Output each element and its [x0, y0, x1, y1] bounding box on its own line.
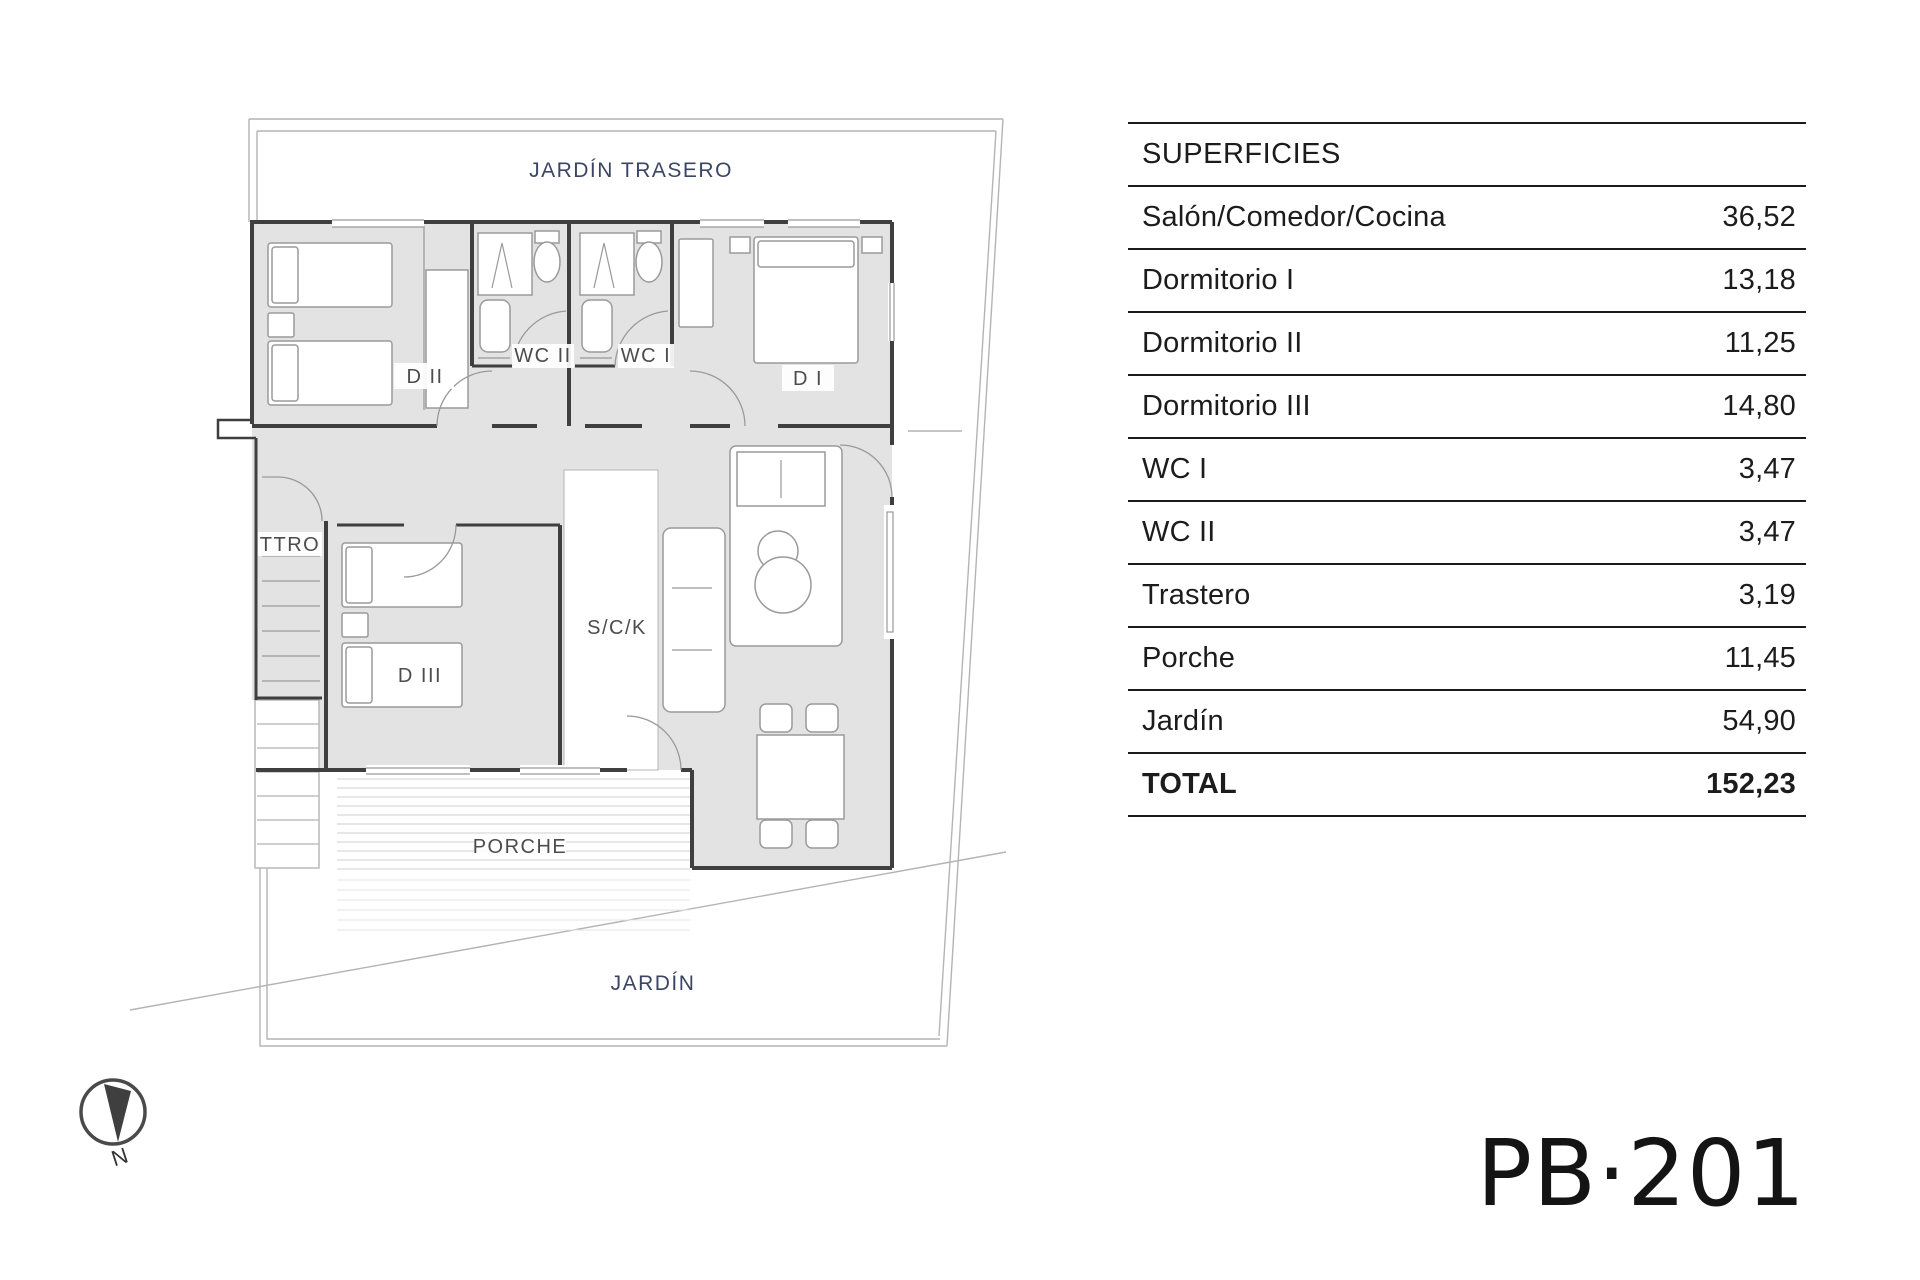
row-label: Salón/Comedor/Cocina — [1142, 201, 1446, 233]
table-row — [1128, 185, 1806, 248]
room-label-d3: D III — [397, 665, 443, 687]
row-label: Dormitorio III — [1142, 390, 1311, 422]
total-value: 152,23 — [1706, 768, 1796, 800]
porch-lower-hatch — [337, 880, 690, 930]
room-label-d1: D I — [792, 368, 824, 390]
table-row — [1128, 626, 1806, 689]
row-value: 13,18 — [1722, 264, 1796, 296]
table-row — [1128, 311, 1806, 374]
row-value: 3,47 — [1738, 516, 1796, 548]
row-label: Trastero — [1142, 579, 1251, 611]
row-value: 14,80 — [1722, 390, 1796, 422]
row-label: Porche — [1142, 642, 1236, 674]
north-label: N — [108, 1142, 132, 1172]
back-garden-label: JARDÍN TRASERO — [529, 159, 733, 182]
table-total-row — [1128, 752, 1806, 815]
row-value: 3,19 — [1738, 579, 1796, 611]
row-label: WC II — [1142, 516, 1216, 548]
row-label: Dormitorio I — [1142, 264, 1295, 296]
table-row — [1128, 563, 1806, 626]
table-row — [1128, 437, 1806, 500]
row-label: Dormitorio II — [1142, 327, 1303, 359]
row-value: 36,52 — [1722, 201, 1796, 233]
total-label: TOTAL — [1142, 768, 1237, 800]
row-value: 11,45 — [1724, 642, 1796, 674]
row-value: 3,47 — [1738, 453, 1796, 485]
north-compass — [81, 1080, 145, 1171]
room-label-wc2: WC II — [514, 345, 572, 367]
surfaces-table-title-row — [1128, 122, 1806, 185]
room-label-ttro: TTRO — [259, 534, 321, 556]
row-value: 11,25 — [1724, 327, 1796, 359]
table-row — [1128, 248, 1806, 311]
table-row — [1128, 374, 1806, 437]
garden-label: JARDÍN — [610, 972, 696, 995]
row-label: Jardín — [1142, 705, 1224, 737]
surfaces-table-title: SUPERFICIES — [1142, 138, 1341, 170]
room-label-sck: S/C/K — [587, 617, 647, 639]
row-value: 54,90 — [1722, 705, 1796, 737]
room-label-d2: D II — [406, 366, 444, 388]
table-row — [1128, 689, 1806, 752]
table-row — [1128, 500, 1806, 563]
outdoor-steps — [255, 700, 319, 868]
plan-code: PB·201 — [1476, 1120, 1806, 1227]
row-label: WC I — [1142, 453, 1208, 485]
north-arrow-icon — [104, 1084, 131, 1142]
room-label-wc1: WC I — [620, 345, 672, 367]
surfaces-table — [1128, 122, 1806, 817]
room-label-porch: PORCHE — [472, 836, 568, 858]
